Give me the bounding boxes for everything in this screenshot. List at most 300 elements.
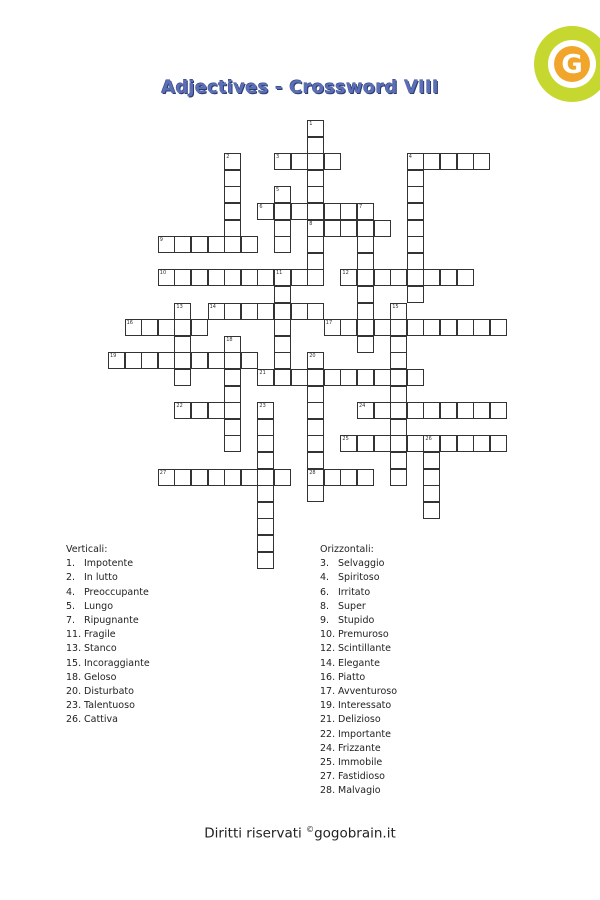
crossword-cell[interactable] bbox=[357, 220, 374, 237]
crossword-cell[interactable] bbox=[407, 186, 424, 203]
crossword-cell[interactable] bbox=[423, 402, 440, 419]
crossword-cell[interactable] bbox=[440, 153, 457, 170]
across-heading: Orizzontali: bbox=[320, 544, 374, 555]
crossword-cell[interactable] bbox=[490, 402, 507, 419]
crossword-cell[interactable] bbox=[374, 369, 391, 386]
clue-number: 6. bbox=[320, 586, 330, 598]
crossword-cell[interactable] bbox=[208, 236, 225, 253]
copyright-symbol: © bbox=[306, 825, 315, 834]
crossword-cell[interactable] bbox=[357, 319, 374, 336]
crossword-cell[interactable] bbox=[174, 269, 191, 286]
clue-number: 3. bbox=[320, 558, 330, 570]
crossword-cell[interactable] bbox=[174, 236, 191, 253]
crossword-cell[interactable] bbox=[224, 419, 241, 436]
crossword-cell[interactable] bbox=[423, 269, 440, 286]
crossword-cell[interactable] bbox=[208, 402, 225, 419]
crossword-cell[interactable] bbox=[274, 269, 291, 286]
crossword-cell[interactable] bbox=[357, 203, 374, 220]
crossword-cell[interactable] bbox=[191, 469, 208, 486]
clue-number: 16. bbox=[320, 671, 336, 683]
crossword-cell[interactable] bbox=[340, 203, 357, 220]
clue-number: 23. bbox=[66, 700, 82, 712]
crossword-cell[interactable] bbox=[307, 469, 324, 486]
cell-number: 18 bbox=[226, 336, 233, 343]
cell-number: 6 bbox=[259, 204, 263, 210]
crossword-cell[interactable] bbox=[174, 469, 191, 486]
crossword-cell[interactable] bbox=[307, 137, 324, 154]
crossword-cell[interactable] bbox=[158, 236, 175, 253]
clue-number: 25. bbox=[320, 757, 336, 769]
cell-number: 4 bbox=[408, 154, 412, 161]
crossword-cell[interactable] bbox=[224, 186, 241, 203]
clue-text: Geloso bbox=[84, 671, 117, 683]
crossword-cell[interactable] bbox=[340, 435, 357, 452]
clue-number: 4. bbox=[66, 586, 76, 598]
crossword-cell[interactable] bbox=[390, 435, 407, 452]
clue-number: 22. bbox=[320, 728, 336, 740]
crossword-cell[interactable] bbox=[274, 469, 291, 486]
down-clues bbox=[66, 543, 150, 728]
crossword-cell[interactable] bbox=[274, 286, 291, 303]
crossword-cell[interactable] bbox=[274, 236, 291, 253]
clue-number: 10. bbox=[320, 629, 336, 641]
clue-text: Incoraggiante bbox=[84, 657, 150, 669]
across-clue bbox=[320, 657, 397, 671]
crossword-cell[interactable] bbox=[374, 435, 391, 452]
crossword-cell[interactable] bbox=[224, 220, 241, 237]
down-clue bbox=[66, 685, 150, 699]
cell-number: 22 bbox=[176, 403, 183, 410]
crossword-cell[interactable] bbox=[191, 319, 208, 336]
clue-text: Importante bbox=[338, 728, 391, 740]
clue-text: Elegante bbox=[338, 657, 380, 669]
clue-text: Avventuroso bbox=[338, 686, 398, 698]
crossword-cell[interactable] bbox=[141, 319, 158, 336]
across-clue bbox=[320, 671, 397, 685]
crossword-cell[interactable] bbox=[158, 469, 175, 486]
crossword-cell[interactable] bbox=[174, 369, 191, 386]
crossword-cell[interactable] bbox=[357, 336, 374, 353]
crossword-cell[interactable] bbox=[257, 485, 274, 502]
crossword-cell[interactable] bbox=[257, 552, 274, 569]
crossword-cell[interactable] bbox=[307, 303, 324, 320]
across-clue bbox=[320, 742, 397, 756]
clue-number: 28. bbox=[320, 785, 336, 797]
crossword-cell[interactable] bbox=[174, 352, 191, 369]
clue-text: Cattiva bbox=[84, 714, 118, 726]
crossword-cell[interactable] bbox=[241, 269, 258, 286]
down-clue bbox=[66, 699, 150, 713]
crossword-cell[interactable] bbox=[340, 220, 357, 237]
crossword-cell[interactable] bbox=[257, 535, 274, 552]
crossword-cell[interactable] bbox=[340, 319, 357, 336]
across-clue bbox=[320, 586, 397, 600]
clue-text: Delizioso bbox=[338, 714, 381, 726]
clue-text: Disturbato bbox=[84, 686, 134, 698]
crossword-cell[interactable] bbox=[423, 485, 440, 502]
crossword-cell[interactable] bbox=[307, 253, 324, 270]
clue-number: 5. bbox=[66, 600, 76, 612]
crossword-cell[interactable] bbox=[257, 269, 274, 286]
footer-text: Diritti riservati bbox=[204, 825, 307, 842]
clue-text: Ripugnante bbox=[84, 615, 139, 627]
crossword-cell[interactable] bbox=[407, 269, 424, 286]
crossword-cell[interactable] bbox=[224, 386, 241, 403]
crossword-cell[interactable] bbox=[490, 319, 507, 336]
down-clue bbox=[66, 614, 150, 628]
crossword-cell[interactable] bbox=[224, 269, 241, 286]
crossword-cell[interactable] bbox=[224, 369, 241, 386]
clue-text: Preoccupante bbox=[84, 586, 149, 598]
clue-number: 2. bbox=[66, 572, 76, 584]
down-clue bbox=[66, 586, 150, 600]
crossword-cell[interactable] bbox=[257, 502, 274, 519]
crossword-cell[interactable] bbox=[390, 369, 407, 386]
clue-text: Frizzante bbox=[338, 742, 381, 754]
cell-number: 15 bbox=[392, 303, 399, 310]
clue-number: 27. bbox=[320, 771, 336, 783]
cell-number: 27 bbox=[159, 469, 167, 476]
clue-number: 12. bbox=[320, 643, 336, 655]
across-clue bbox=[320, 784, 397, 798]
clue-text: Malvagio bbox=[338, 785, 381, 797]
crossword-cell[interactable] bbox=[208, 469, 225, 486]
crossword-cell[interactable] bbox=[274, 220, 291, 237]
cell-number: 7 bbox=[359, 204, 363, 210]
cell-number: 12 bbox=[342, 270, 349, 277]
cell-number: 26 bbox=[425, 436, 432, 443]
cell-number: 24 bbox=[359, 403, 366, 410]
crossword-cell[interactable] bbox=[407, 253, 424, 270]
clue-text: Lungo bbox=[84, 600, 114, 612]
crossword-cell[interactable] bbox=[407, 236, 424, 253]
crossword-cell[interactable] bbox=[407, 220, 424, 237]
crossword-cell[interactable] bbox=[324, 203, 341, 220]
crossword-cell[interactable] bbox=[257, 203, 274, 220]
across-clue bbox=[320, 571, 397, 585]
crossword-cell[interactable] bbox=[357, 369, 374, 386]
cell-number: 13 bbox=[176, 303, 183, 310]
cell-number: 2 bbox=[226, 154, 230, 161]
crossword-cell[interactable] bbox=[440, 435, 457, 452]
crossword-cell[interactable] bbox=[307, 186, 324, 203]
crossword-cell[interactable] bbox=[158, 352, 175, 369]
crossword-cell[interactable] bbox=[108, 352, 125, 369]
clue-number: 11. bbox=[66, 629, 82, 641]
crossword-cell[interactable] bbox=[307, 452, 324, 469]
crossword-cell[interactable] bbox=[390, 386, 407, 403]
crossword-cell[interactable] bbox=[274, 369, 291, 386]
crossword-cell[interactable] bbox=[423, 153, 440, 170]
crossword-cell[interactable] bbox=[357, 236, 374, 253]
crossword-cell[interactable] bbox=[307, 236, 324, 253]
crossword-cell[interactable] bbox=[473, 435, 490, 452]
cell-number: 10 bbox=[159, 270, 167, 277]
crossword-cell[interactable] bbox=[224, 336, 241, 353]
crossword-cell[interactable] bbox=[374, 269, 391, 286]
svg-text:G: G bbox=[561, 50, 583, 80]
crossword-cell[interactable] bbox=[357, 286, 374, 303]
crossword-cell[interactable] bbox=[407, 170, 424, 187]
clue-number: 21. bbox=[320, 714, 336, 726]
footer-site: gogobrain.it bbox=[314, 825, 396, 842]
crossword-cell[interactable] bbox=[224, 435, 241, 452]
crossword-cell[interactable] bbox=[473, 402, 490, 419]
crossword-cell[interactable] bbox=[423, 319, 440, 336]
crossword-cell[interactable] bbox=[224, 236, 241, 253]
crossword-cell[interactable] bbox=[457, 435, 474, 452]
crossword-cell[interactable] bbox=[473, 153, 490, 170]
cell-number: 3 bbox=[276, 154, 280, 161]
clue-text: Scintillante bbox=[338, 643, 391, 655]
crossword-cell[interactable] bbox=[390, 452, 407, 469]
crossword-cell[interactable] bbox=[390, 419, 407, 436]
crossword-cell[interactable] bbox=[457, 153, 474, 170]
crossword-cell[interactable] bbox=[224, 170, 241, 187]
crossword-cell[interactable] bbox=[390, 336, 407, 353]
clue-number: 13. bbox=[66, 643, 82, 655]
crossword-cell[interactable] bbox=[340, 369, 357, 386]
cell-number: 14 bbox=[209, 303, 216, 310]
crossword-cell[interactable] bbox=[174, 319, 191, 336]
crossword-cell[interactable] bbox=[374, 402, 391, 419]
crossword-cell[interactable] bbox=[407, 319, 424, 336]
clue-text: Piatto bbox=[338, 671, 366, 683]
crossword-cell[interactable] bbox=[440, 402, 457, 419]
clue-number: 26. bbox=[66, 714, 82, 726]
down-clue bbox=[66, 571, 150, 585]
crossword-cell[interactable] bbox=[390, 469, 407, 486]
copyright-footer bbox=[0, 825, 600, 842]
crossword-cell[interactable] bbox=[423, 502, 440, 519]
crossword-cell[interactable] bbox=[158, 269, 175, 286]
crossword-cell[interactable] bbox=[390, 303, 407, 320]
crossword-cell[interactable] bbox=[307, 352, 324, 369]
crossword-cell[interactable] bbox=[307, 170, 324, 187]
crossword-cell[interactable] bbox=[208, 352, 225, 369]
clue-text: In lutto bbox=[84, 572, 118, 584]
crossword-cell[interactable] bbox=[307, 386, 324, 403]
crossword-cell[interactable] bbox=[241, 469, 258, 486]
crossword-cell[interactable] bbox=[158, 319, 175, 336]
crossword-cell[interactable] bbox=[324, 469, 341, 486]
across-clue bbox=[320, 699, 397, 713]
cell-number: 11 bbox=[276, 270, 283, 277]
clue-number: 4. bbox=[320, 572, 330, 584]
crossword-cell[interactable] bbox=[191, 236, 208, 253]
crossword-cell[interactable] bbox=[324, 319, 341, 336]
crossword-cell[interactable] bbox=[307, 153, 324, 170]
crossword-cell[interactable] bbox=[407, 402, 424, 419]
crossword-cell[interactable] bbox=[224, 153, 241, 170]
crossword-cell[interactable] bbox=[407, 153, 424, 170]
crossword-cell[interactable] bbox=[208, 303, 225, 320]
across-clues bbox=[320, 543, 397, 799]
crossword-cell[interactable] bbox=[457, 269, 474, 286]
crossword-cell[interactable] bbox=[423, 435, 440, 452]
clue-number: 9. bbox=[320, 615, 330, 627]
crossword-cell[interactable] bbox=[241, 352, 258, 369]
cell-number: 17 bbox=[325, 320, 333, 327]
crossword-cell[interactable] bbox=[125, 352, 142, 369]
crossword-cell[interactable] bbox=[457, 402, 474, 419]
crossword-cell[interactable] bbox=[241, 236, 258, 253]
crossword-cell[interactable] bbox=[357, 269, 374, 286]
clue-number: 15. bbox=[66, 657, 82, 669]
crossword-cell[interactable] bbox=[125, 319, 142, 336]
crossword-cell[interactable] bbox=[174, 402, 191, 419]
crossword-cell[interactable] bbox=[324, 369, 341, 386]
across-clue bbox=[320, 756, 397, 770]
down-clue bbox=[66, 557, 150, 571]
cell-number: 25 bbox=[342, 436, 349, 443]
crossword-cell[interactable] bbox=[141, 352, 158, 369]
crossword-cell[interactable] bbox=[390, 352, 407, 369]
crossword-cell[interactable] bbox=[224, 303, 241, 320]
crossword-cell[interactable] bbox=[241, 303, 258, 320]
crossword-cell[interactable] bbox=[307, 485, 324, 502]
crossword-cell[interactable] bbox=[374, 319, 391, 336]
crossword-cell[interactable] bbox=[324, 153, 341, 170]
clue-text: Selvaggio bbox=[338, 558, 385, 570]
cell-number: 19 bbox=[110, 353, 117, 360]
across-clue bbox=[320, 685, 397, 699]
cell-number: 16 bbox=[126, 320, 133, 327]
down-clue bbox=[66, 713, 150, 727]
crossword-cell[interactable] bbox=[224, 402, 241, 419]
crossword-cell[interactable] bbox=[291, 369, 308, 386]
crossword-cell[interactable] bbox=[357, 402, 374, 419]
clue-text: Immobile bbox=[338, 757, 383, 769]
crossword-cell[interactable] bbox=[224, 352, 241, 369]
crossword-cell[interactable] bbox=[208, 269, 225, 286]
clue-number: 20. bbox=[66, 686, 82, 698]
crossword-cell[interactable] bbox=[274, 153, 291, 170]
crossword-cell[interactable] bbox=[490, 435, 507, 452]
crossword-cell[interactable] bbox=[307, 269, 324, 286]
crossword-cell[interactable] bbox=[257, 435, 274, 452]
clue-text: Irritato bbox=[338, 586, 371, 598]
clue-text: Impotente bbox=[84, 558, 134, 570]
crossword-cell[interactable] bbox=[257, 469, 274, 486]
crossword-cell[interactable] bbox=[291, 203, 308, 220]
crossword-cell[interactable] bbox=[390, 269, 407, 286]
crossword-cell[interactable] bbox=[274, 336, 291, 353]
crossword-cell[interactable] bbox=[291, 303, 308, 320]
crossword-cell[interactable] bbox=[224, 469, 241, 486]
across-clue bbox=[320, 557, 397, 571]
crossword-cell[interactable] bbox=[423, 469, 440, 486]
crossword-cell[interactable] bbox=[390, 319, 407, 336]
crossword-cell[interactable] bbox=[440, 269, 457, 286]
crossword-cell[interactable] bbox=[274, 319, 291, 336]
crossword-cell[interactable] bbox=[357, 253, 374, 270]
clue-text: Spiritoso bbox=[338, 572, 380, 584]
clue-number: 18. bbox=[66, 671, 82, 683]
crossword-cell[interactable] bbox=[191, 352, 208, 369]
crossword-cell[interactable] bbox=[307, 220, 324, 237]
crossword-cell[interactable] bbox=[257, 402, 274, 419]
clue-number: 17. bbox=[320, 686, 336, 698]
crossword-cell[interactable] bbox=[407, 369, 424, 386]
cell-number: 9 bbox=[159, 237, 163, 244]
crossword-cell[interactable] bbox=[257, 518, 274, 535]
crossword-cell[interactable] bbox=[457, 319, 474, 336]
crossword-cell[interactable] bbox=[357, 469, 374, 486]
crossword-cell[interactable] bbox=[191, 269, 208, 286]
crossword-cell[interactable] bbox=[307, 120, 324, 137]
clue-text: Talentuoso bbox=[84, 700, 135, 712]
across-clue bbox=[320, 642, 397, 656]
crossword-cell[interactable] bbox=[274, 303, 291, 320]
across-clue bbox=[320, 614, 397, 628]
crossword-cell[interactable] bbox=[257, 452, 274, 469]
cell-number: 28 bbox=[309, 469, 316, 476]
crossword-cell[interactable] bbox=[274, 203, 291, 220]
clue-text: Premuroso bbox=[338, 629, 389, 641]
cell-number: 21 bbox=[259, 370, 266, 376]
crossword-cell[interactable] bbox=[307, 419, 324, 436]
crossword-cell[interactable] bbox=[307, 369, 324, 386]
across-clue bbox=[320, 600, 397, 614]
clue-number: 24. bbox=[320, 742, 336, 754]
crossword-cell[interactable] bbox=[307, 435, 324, 452]
crossword-cell[interactable] bbox=[291, 153, 308, 170]
crossword-cell[interactable] bbox=[407, 286, 424, 303]
crossword-cell[interactable] bbox=[274, 186, 291, 203]
crossword-cell[interactable] bbox=[440, 319, 457, 336]
cell-number: 5 bbox=[276, 187, 280, 194]
crossword-cell[interactable] bbox=[191, 402, 208, 419]
crossword-cell[interactable] bbox=[307, 203, 324, 220]
crossword-cell[interactable] bbox=[291, 269, 308, 286]
crossword-cell[interactable] bbox=[257, 303, 274, 320]
crossword-cell[interactable] bbox=[257, 369, 274, 386]
down-clue bbox=[66, 671, 150, 685]
clue-text: Stupido bbox=[338, 615, 375, 627]
down-clue bbox=[66, 628, 150, 642]
crossword-cell[interactable] bbox=[374, 220, 391, 237]
crossword-cell[interactable] bbox=[407, 435, 424, 452]
clue-number: 19. bbox=[320, 700, 336, 712]
down-heading: Verticali: bbox=[66, 544, 108, 555]
crossword-cell[interactable] bbox=[224, 203, 241, 220]
cell-number: 20 bbox=[309, 353, 316, 360]
crossword-cell[interactable] bbox=[274, 352, 291, 369]
crossword-cell[interactable] bbox=[307, 402, 324, 419]
crossword-cell[interactable] bbox=[174, 303, 191, 320]
cell-number: 23 bbox=[259, 403, 266, 410]
across-clue bbox=[320, 728, 397, 742]
crossword-cell[interactable] bbox=[257, 419, 274, 436]
crossword-cell[interactable] bbox=[423, 452, 440, 469]
across-clue bbox=[320, 628, 397, 642]
crossword-cell[interactable] bbox=[174, 336, 191, 353]
down-clue bbox=[66, 657, 150, 671]
clue-text: Fastidioso bbox=[338, 771, 385, 783]
crossword-cell[interactable] bbox=[340, 269, 357, 286]
crossword-cell[interactable] bbox=[324, 220, 341, 237]
crossword-cell[interactable] bbox=[357, 303, 374, 320]
cell-number: 8 bbox=[309, 220, 313, 227]
crossword-cell[interactable] bbox=[357, 435, 374, 452]
crossword-cell[interactable] bbox=[407, 203, 424, 220]
crossword-cell[interactable] bbox=[473, 319, 490, 336]
crossword-cell[interactable] bbox=[340, 469, 357, 486]
crossword-cell[interactable] bbox=[390, 402, 407, 419]
clue-text: Interessato bbox=[338, 700, 392, 712]
clue-text: Super bbox=[338, 600, 366, 612]
